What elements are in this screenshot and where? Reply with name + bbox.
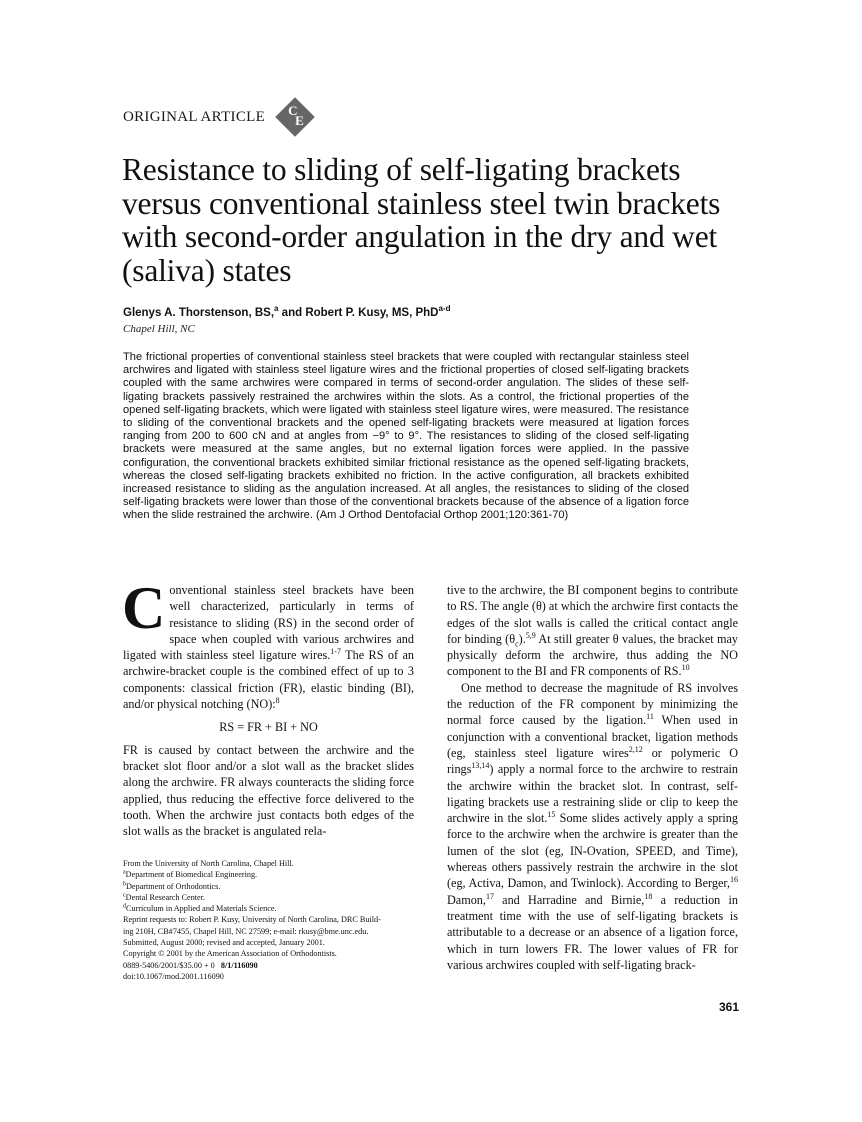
body-paragraph: tive to the archwire, the BI component begins to contribute to RS. The angle (θ) at which the archwire first contacts the edges of the slot walls is called the critical contact angle for binding $(\theta_c).^{5,9}$ At still greater θ values, the bracket may physically deform the archwire, thus adding the NO component to the BI and FR components of RS.$^{10}$ bbox=[447, 583, 738, 679]
reprint-requests: Reprint requests to: Robert P. Kusy, University of North Carolina, DRC Build- bbox=[123, 915, 381, 925]
body-paragraph: Conventional stainless steel brackets have been well characterized, particularly in terms of resistance to sliding (RS) in the second order of space when coupled with various archwires and ligated with stainless steel ligature wires.$^{1-7}$ The RS of an archwire-bracket couple is the combined effect of up to 3 components: classical friction (FR), elastic binding (BI), and/or physical notching (NO):$^8$ bbox=[122, 575, 414, 712]
equation: RS = FR + BI + NO bbox=[219, 720, 318, 735]
citation: 10 bbox=[681, 663, 690, 673]
citation: 2,12 bbox=[628, 744, 643, 754]
abstract: The frictional properties of conventional stainless steel brackets that were coupled with rectangular stainless steel archwires and ligated with stainless steel ligature wires and the frictional properties of closed self-ligating brackets coupled with the same archwires were compared in terms of second-order angulation. The slides of these self-ligating brackets passively restrained the archwires within the slots. As a control, the frictional properties of the opened self-ligating brackets, which were ligated with stainless steel ligature wires, were measured. The resistance to sliding of the conventional brackets and the opened self-ligating brackets were measured at ligation forces ranging from 200 to 600 cN and at angles from −9° to 9°. The resistances to sliding of the closed self-ligating brackets were measured at the same angles, but no external ligation forces were applied. In the passive configuration, the conventional brackets exhibited similar frictional resistance as the opened self-ligating brackets, whereas the closed self-ligating brackets exhibited no friction. In the active configuration, all brackets exhibited increased resistance to sliding as the angulation increased. At all angles, the resistances to sliding of the closed self-ligating brackets were lower than those of the conventional brackets because of the absence of a ligation force when the slide restrained the archwire. (Am J Orthod Dentofacial Orthop 2001;120:361-70) bbox=[123, 351, 689, 522]
article-header bbox=[123, 97, 315, 137]
doi: doi:10.1067/mod.2001.116090 bbox=[123, 971, 224, 981]
body-column-left bbox=[122, 575, 414, 839]
citation: 18 bbox=[644, 891, 653, 901]
citation: 8 bbox=[275, 696, 280, 706]
citation: 1-7 bbox=[330, 647, 341, 657]
copyright: Copyright © 2001 by the American Association of Orthodontists. bbox=[123, 949, 337, 959]
citation: 17 bbox=[485, 891, 494, 901]
department-note: $^b$Department of Orthodontics. bbox=[123, 880, 221, 891]
department-note: $^c$Dental Research Center. bbox=[123, 892, 206, 902]
body-column-right bbox=[447, 582, 738, 973]
citation: 16 bbox=[730, 875, 738, 885]
author-location: Chapel Hill, NC bbox=[123, 323, 195, 335]
page-number: 361 bbox=[719, 1000, 740, 1014]
section-label: ORIGINAL ARTICLE bbox=[123, 108, 266, 125]
body-paragraph: One method to decrease the magnitude of RS involves the reduction of the FR component by minimizing the normal force caused by the ligation.$^{11}$ When used in conjunction with a conventional bracket, ligation methods (eg, stainless steel ligature wires$^{2,12}$ or polymeric O rings$^{13,14}$) apply a normal force to the archwire to restrain the archwire within the bracket slot. In contrast, self-ligating brackets use a restraining slide or clip to keep the archwire in the slot.$^{15}$ Some slides actively apply a spring force to the archwire when the archwire is greater than the lumen of the slot (eg, IN-Ovation, SPEED, and Time), whereas others passively restrain the archwire in the slot (eg, Activa, Damon, and Twinlock). According to Berger,$^{16}$ Damon,$^{17}$ and Harradine and Birnie,$^{18}$ a reduction in treatment time with the use of self-ligating brackets is attributable to a decrease or an absence of a ligation force, which in turn lowers FR. The lower values of FR for various archwires coupled with self-ligating brack- bbox=[447, 680, 738, 972]
footnotes bbox=[123, 858, 423, 982]
department-note: $^a$Department of Biomedical Engineering. bbox=[123, 869, 258, 880]
citation: 15 bbox=[547, 810, 556, 820]
citation: 5,9 bbox=[525, 630, 536, 640]
drop-cap: C bbox=[122, 575, 166, 641]
ce-diamond-icon: C E bbox=[275, 97, 315, 137]
author-name: Robert P. Kusy, MS, PhD bbox=[305, 307, 439, 319]
citation: 11 bbox=[646, 712, 654, 722]
affiliation: From the University of North Carolina, Chapel Hill. bbox=[123, 859, 294, 868]
author-list: Glenys A. Thorstenson, BS,$^a$ and Robert P. Kusy, MS, PhD$^{a-d}$ bbox=[123, 304, 451, 319]
article-title: Resistance to sliding of self-ligating brackets versus conventional stainless steel twin brackets with second-order angulation in the dry and wet (saliva) states bbox=[122, 152, 721, 288]
author-name: Glenys A. Thorstenson, BS, bbox=[123, 307, 275, 319]
reprint-requests-cont: ing 210H, CB#7455, Chapel Hill, NC 27599; e-mail: rkusy@bme.unc.edu. bbox=[123, 926, 369, 936]
body-paragraph: FR is caused by contact between the archwire and the bracket slot floor and/or a slot wall as the bracket slides along the archwire. FR always counteracts the sliding force applied, thus reducing the effective force delivered to the tooth. When the archwire just contacts both edges of the slot walls as the bracket is angulated rela- bbox=[123, 742, 414, 839]
issn: 0889-5406/2001/$35.00 + 0 8/1/116090 bbox=[123, 960, 258, 970]
citation: 13,14 bbox=[471, 761, 490, 771]
submission-dates: Submitted, August 2000; revised and accepted, January 2001. bbox=[123, 938, 325, 948]
department-note: $^d$Curriculum in Applied and Materials Science. bbox=[123, 903, 277, 914]
